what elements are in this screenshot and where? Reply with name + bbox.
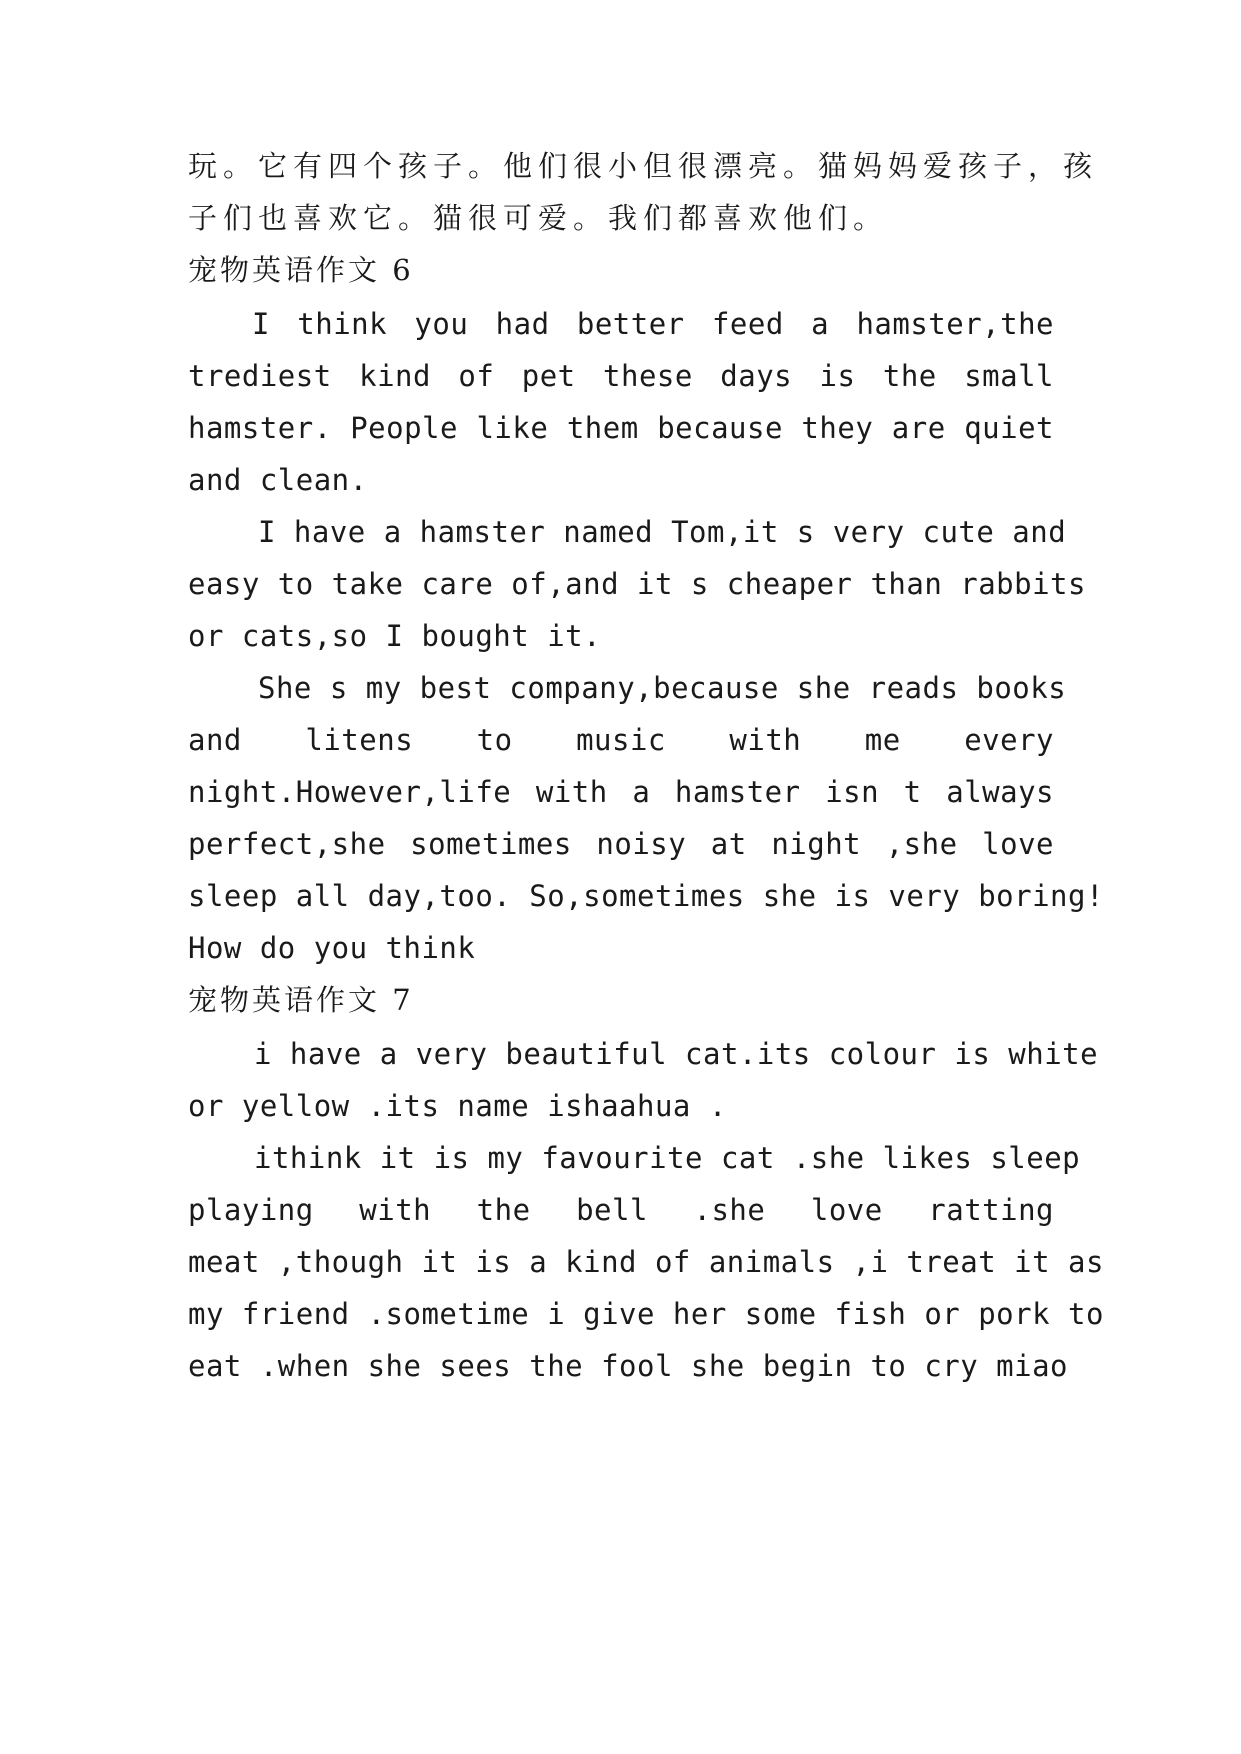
- s7-p2-line-2: playing with the bell .she love ratting: [188, 1193, 1054, 1227]
- s6-p1-line-1: I think you had better feed a hamster,the: [252, 307, 1054, 341]
- s6-p1-line-4: and clean.: [188, 463, 368, 497]
- s6-p2-line-2: easy to take care of,and it s cheaper than rabbits: [188, 567, 1086, 601]
- s6-p2-line-3: or cats,so I bought it.: [188, 619, 602, 653]
- s7-p1-line-2: or yellow .its name ishaahua .: [188, 1089, 727, 1123]
- s7-p2-line-1: ithink it is my favourite cat .she likes sleep: [254, 1141, 1081, 1175]
- s7-p2-line-4: my friend .sometime i give her some fish or pork to: [188, 1297, 1104, 1331]
- s6-p3-line-6: How do you think: [188, 931, 476, 965]
- s6-p3-line-4: perfect,she sometimes noisy at night ,she love: [188, 827, 1054, 861]
- section-7-title: 宠物英语作文 7: [188, 983, 414, 1017]
- s7-p1-line-1: i have a very beautiful cat.its colour is white: [254, 1037, 1099, 1071]
- s7-p2-line-3: meat ,though it is a kind of animals ,i treat it as: [188, 1245, 1104, 1279]
- s6-p3-line-1: She s my best company,because she reads books: [258, 671, 1067, 705]
- intro-line-1: 玩。它有四个孩子。他们很小但很漂亮。猫妈妈爱孩子，孩: [188, 149, 1099, 183]
- section-6-title: 宠物英语作文 6: [188, 253, 414, 287]
- s7-p2-line-5: eat .when she sees the fool she begin to cry miao: [188, 1349, 1069, 1383]
- s6-p1-line-2: trediest kind of pet these days is the small: [188, 359, 1054, 393]
- intro-line-2: 子们也喜欢它。猫很可爱。我们都喜欢他们。: [188, 201, 889, 235]
- s6-p1-line-3: hamster. People like them because they are quiet: [188, 411, 1054, 445]
- s6-p3-line-3: night.However,life with a hamster isn t always: [188, 775, 1054, 809]
- s6-p2-line-1: I have a hamster named Tom,it s very cute and: [258, 515, 1067, 549]
- s6-p3-line-5: sleep all day,too. So,sometimes she is very boring!: [188, 879, 1104, 913]
- s6-p3-line-2: and litens to music with me every: [188, 723, 1054, 757]
